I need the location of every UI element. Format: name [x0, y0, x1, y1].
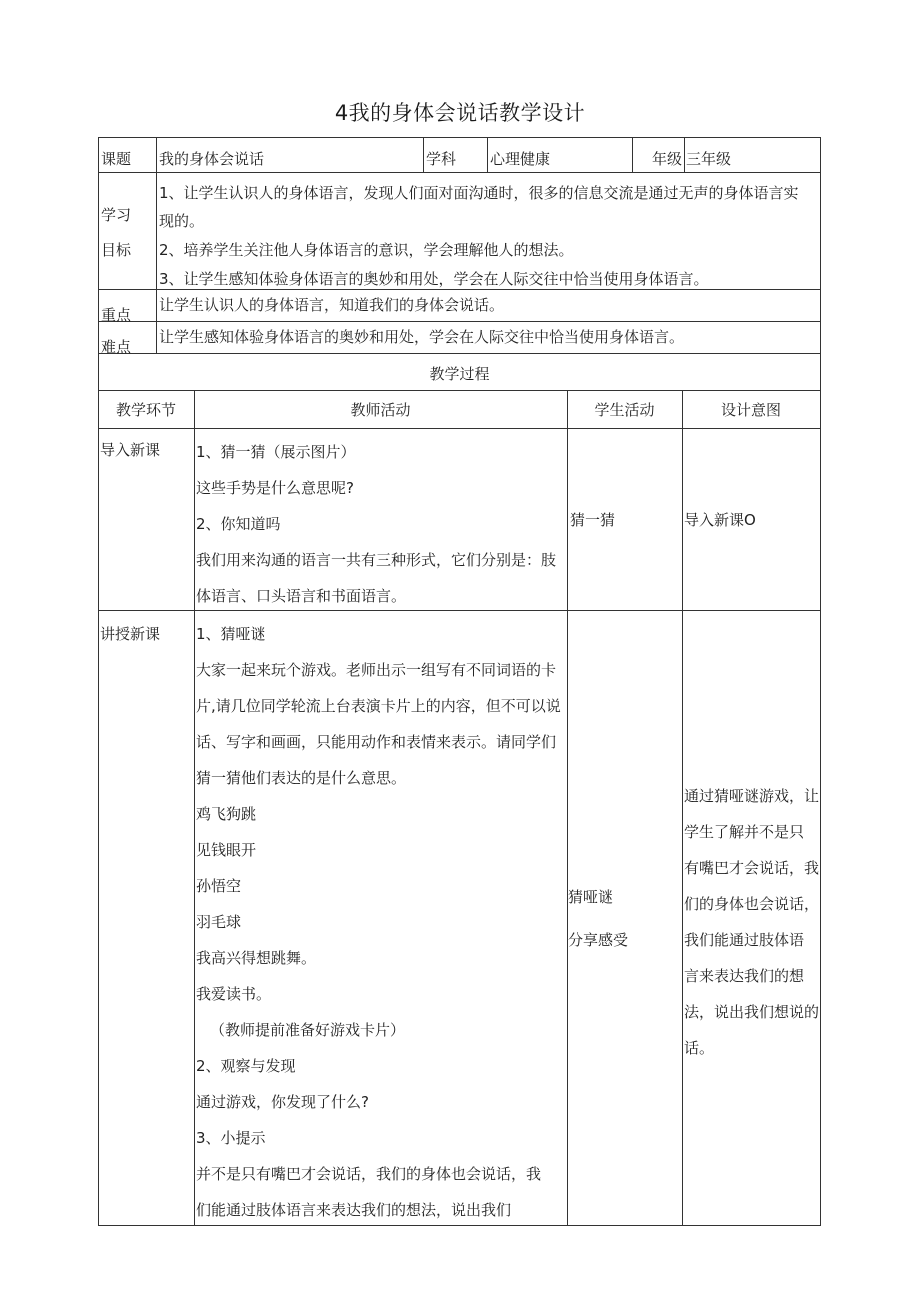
objective-line: 1、让学生认识人的身体语言，发现人们面对面沟通时，很多的信息交流是通过无声的身体语言实	[159, 184, 799, 202]
table-rule	[98, 172, 821, 173]
table-rule	[156, 137, 157, 172]
column-header-intent: 设计意图	[720, 401, 781, 419]
objective-line: 3、让学生感知体验身体语言的奥妙和用处，学会在人际交往中恰当使用身体语言。	[159, 270, 709, 288]
grade-label: 年级	[652, 150, 683, 168]
teacher-line: 并不是只有嘴巴才会说话，我们的身体也会说话，我	[196, 1165, 542, 1183]
design-intent-line: 学生了解并不是只	[684, 823, 805, 841]
teacher-line: 2、你知道吗	[196, 515, 281, 533]
table-rule	[98, 321, 821, 322]
teacher-line: 体语言、口头语言和书面语言。	[196, 587, 407, 605]
objectives-label-line2: 目标	[101, 241, 132, 259]
objective-line: 2、培养学生关注他人身体语言的意识，学会理解他人的想法。	[159, 241, 574, 259]
column-header-stage: 教学环节	[115, 401, 176, 419]
table-rule	[98, 137, 99, 1226]
student-activity: 猜哑谜	[568, 888, 614, 906]
document-title: 4我的身体会说话教学设计	[334, 101, 586, 125]
teacher-line: 我们用来沟通的语言一共有三种形式，它们分别是：肢	[196, 551, 557, 569]
stage-label: 导入新课	[100, 441, 161, 459]
column-header-student: 学生活动	[594, 401, 655, 419]
teacher-line: 孙悟空	[196, 877, 242, 895]
table-rule	[98, 1225, 821, 1226]
design-intent-line: 法，说出我们想说的	[684, 1003, 820, 1021]
table-rule	[98, 610, 821, 611]
stage-label: 讲授新课	[100, 625, 161, 643]
design-intent-line: 们的身体也会说话，	[684, 895, 820, 913]
table-rule	[98, 353, 821, 354]
teacher-line: （教师提前准备好游戏卡片）	[210, 1021, 406, 1039]
design-intent-line: 言来表达我们的想	[684, 967, 805, 985]
key-point-label: 重点	[101, 306, 132, 324]
table-rule	[487, 137, 488, 172]
table-rule	[98, 137, 821, 138]
teacher-line: 1、猜一猜（展示图片）	[196, 443, 356, 461]
table-rule	[98, 289, 821, 290]
table-rule	[632, 137, 633, 172]
design-intent-line: 通过猜哑谜游戏，让	[684, 787, 820, 805]
teacher-line: 这些手势是什么意思呢?	[196, 479, 354, 497]
difficulty-value: 让学生感知体验身体语言的奥妙和用处，学会在人际交往中恰当使用身体语言。	[159, 328, 685, 346]
design-intent-line: 有嘴巴才会说话，我	[684, 859, 820, 877]
table-rule	[423, 137, 424, 172]
process-title: 教学过程	[429, 365, 490, 383]
teacher-line: 们能通过肢体语言来表达我们的想法，说出我们	[196, 1201, 512, 1219]
student-activity: 猜一猜	[570, 511, 616, 529]
key-point-value: 让学生认识人的身体语言，知道我们的身体会说话。	[159, 296, 505, 314]
table-rule	[682, 390, 683, 1225]
teacher-line: 大家一起来玩个游戏。老师出示一组写有不同词语的卡	[196, 661, 557, 679]
teacher-line: 3、小提示	[196, 1129, 266, 1147]
course-value: 我的身体会说话	[159, 150, 265, 168]
teacher-line: 我爱读书。	[196, 985, 272, 1003]
table-rule	[156, 172, 157, 353]
teacher-line: 猜一猜他们表达的是什么意思。	[196, 769, 407, 787]
table-rule	[194, 390, 195, 1225]
table-rule	[684, 137, 685, 172]
teacher-line: 1、猜哑谜	[196, 625, 266, 643]
teacher-line: 见钱眼开	[196, 841, 257, 859]
teacher-line: 片,请几位同学轮流上台表演卡片上的内容，但不可以说	[196, 697, 561, 715]
subject-label: 学科	[426, 150, 457, 168]
table-rule	[98, 428, 821, 429]
difficulty-label: 难点	[101, 338, 132, 356]
teacher-line: 我高兴得想跳舞。	[196, 949, 317, 967]
teacher-line: 鸡飞狗跳	[196, 805, 257, 823]
teacher-line: 话、写字和画画，只能用动作和表情来表示。请同学们	[196, 733, 557, 751]
teacher-line: 通过游戏，你发现了什么?	[196, 1093, 369, 1111]
course-label: 课题	[101, 150, 132, 168]
design-intent-line: 话。	[684, 1039, 715, 1057]
table-rule	[98, 390, 821, 391]
table-rule	[567, 390, 568, 1225]
column-header-teacher: 教师活动	[350, 401, 411, 419]
design-intent: 导入新课O	[684, 511, 756, 529]
grade-value: 三年级	[686, 150, 732, 168]
teacher-line: 羽毛球	[196, 913, 242, 931]
student-activity: 分享感受	[568, 931, 629, 949]
table-rule	[820, 137, 821, 1226]
subject-value: 心理健康	[490, 150, 551, 168]
teacher-line: 2、观察与发现	[196, 1057, 296, 1075]
design-intent-line: 我们能通过肢体语	[684, 931, 805, 949]
objective-line: 现的。	[159, 212, 205, 230]
objectives-label-line1: 学习	[101, 206, 132, 224]
